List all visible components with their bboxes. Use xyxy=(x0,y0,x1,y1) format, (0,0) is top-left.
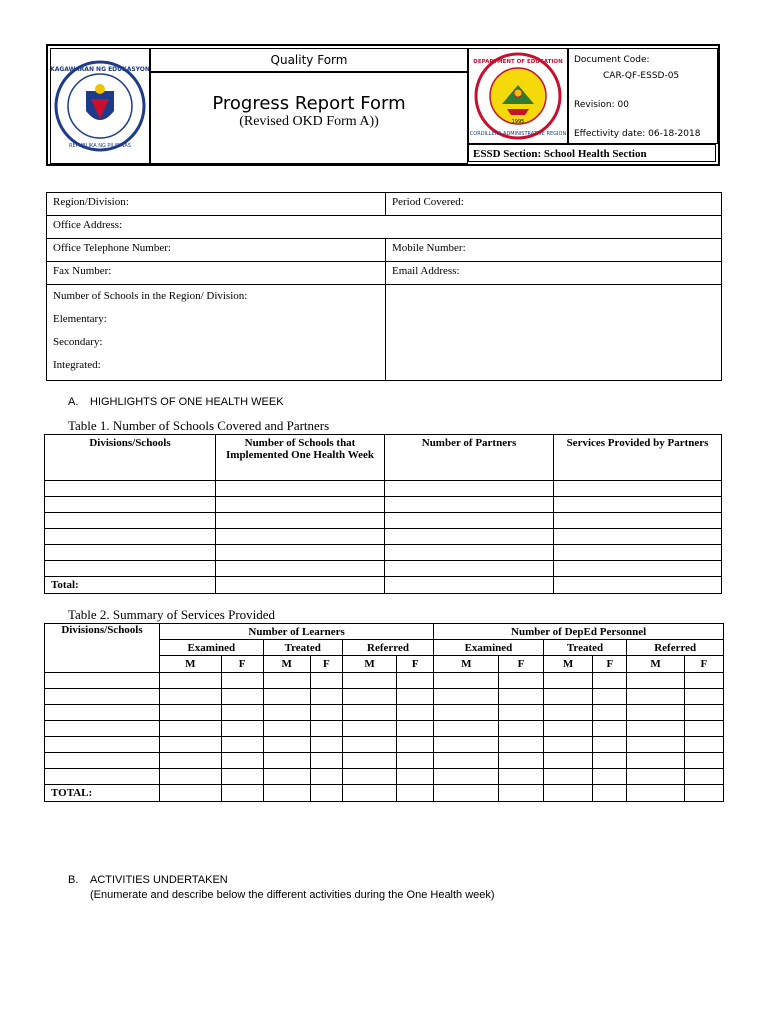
table2-personnel-referred: Referred xyxy=(627,640,724,656)
info-table xyxy=(46,192,722,381)
table2-learners-examined: Examined xyxy=(160,640,264,656)
elementary-label: Elementary: xyxy=(53,313,107,325)
table2-f-header: F xyxy=(593,656,627,673)
table-row xyxy=(45,481,722,497)
office-telephone-field: Office Telephone Number: xyxy=(47,239,386,262)
form-title: Progress Report Form xyxy=(212,93,406,114)
region-seal-cell xyxy=(468,48,568,144)
table2-learners-treated: Treated xyxy=(263,640,342,656)
table2-caption: Table 2. Summary of Services Provided xyxy=(68,607,276,622)
table1-schools-partners xyxy=(44,434,722,594)
table2-m-header: M xyxy=(543,656,593,673)
table-row xyxy=(45,705,724,721)
number-of-schools-cell xyxy=(47,285,386,381)
svg-text:CORDILLERA ADMINISTRATIVE REGI: CORDILLERA ADMINISTRATIVE REGION xyxy=(469,131,567,137)
table1-header-divisions: Divisions/Schools xyxy=(45,435,216,481)
doc-code-value: CAR-QF-ESSD-05 xyxy=(603,71,680,81)
table2-header-personnel: Number of DepEd Personnel xyxy=(434,624,724,640)
fax-number-field: Fax Number: xyxy=(47,262,386,285)
table2-services-summary xyxy=(44,623,724,802)
form-title-cell xyxy=(150,72,468,164)
table2-f-header: F xyxy=(397,656,434,673)
table2-f-header: F xyxy=(310,656,342,673)
table-row xyxy=(45,513,722,529)
table2-m-header: M xyxy=(160,656,222,673)
email-address-field: Email Address: xyxy=(386,262,722,285)
table2-f-header: F xyxy=(221,656,263,673)
quality-form-label: Quality Form xyxy=(150,48,468,72)
table1-total-label: Total: xyxy=(45,577,216,594)
essd-section: ESSD Section: School Health Section xyxy=(468,144,716,162)
section-a-heading: HIGHLIGHTS OF ONE HEALTH WEEK xyxy=(90,396,284,408)
document-header xyxy=(46,44,720,166)
table2-f-header: F xyxy=(684,656,723,673)
doc-code-label: Document Code: xyxy=(574,55,650,65)
table2-m-header: M xyxy=(627,656,684,673)
secondary-label: Secondary: xyxy=(53,336,103,348)
table-row xyxy=(45,529,722,545)
integrated-label: Integrated: xyxy=(53,359,101,371)
mobile-number-field: Mobile Number: xyxy=(386,239,722,262)
table-row xyxy=(45,689,724,705)
number-of-schools-label: Number of Schools in the Region/ Division: xyxy=(53,290,248,302)
table1-caption: Table 1. Number of Schools Covered and Partners xyxy=(68,418,330,433)
form-subtitle: (Revised OKD Form A)) xyxy=(239,114,379,129)
revision: Revision: 00 xyxy=(574,100,629,110)
section-b-heading: ACTIVITIES UNDERTAKEN xyxy=(90,874,228,886)
table1-header-schools: Number of Schools that Implemented One Health Week xyxy=(216,435,385,481)
table2-learners-referred: Referred xyxy=(342,640,433,656)
table-row xyxy=(45,497,722,513)
table1-total-row xyxy=(45,577,722,594)
section-b-note: (Enumerate and describe below the different activities during the One Health week) xyxy=(90,889,495,901)
effectivity-date: Effectivity date: 06-18-2018 xyxy=(574,129,701,139)
table-row xyxy=(45,545,722,561)
svg-text:1995: 1995 xyxy=(511,119,525,125)
table2-personnel-examined: Examined xyxy=(434,640,543,656)
table-row xyxy=(45,769,724,785)
table-row xyxy=(45,753,724,769)
table2-personnel-treated: Treated xyxy=(543,640,627,656)
table2-header-learners: Number of Learners xyxy=(160,624,434,640)
table2-total-row xyxy=(45,785,724,802)
section-b-marker: B. xyxy=(68,874,79,886)
table-row xyxy=(45,673,724,689)
table2-header-divisions: Divisions/Schools xyxy=(45,624,160,673)
table-row xyxy=(45,737,724,753)
table2-m-header: M xyxy=(263,656,310,673)
table2-m-header: M xyxy=(434,656,499,673)
table-row xyxy=(45,561,722,577)
svg-text:DEPARTMENT OF EDUCATION: DEPARTMENT OF EDUCATION xyxy=(473,59,563,65)
number-of-schools-value-cell xyxy=(386,285,722,381)
period-covered-field: Period Covered: xyxy=(386,193,722,216)
car-seal-logo xyxy=(469,49,567,143)
svg-text:KAGAWARAN NG EDUKASYON: KAGAWARAN NG EDUKASYON xyxy=(51,66,149,73)
office-address-field: Office Address: xyxy=(47,216,722,239)
table1-header-partners: Number of Partners xyxy=(385,435,554,481)
region-division-field: Region/Division: xyxy=(47,193,386,216)
table2-m-header: M xyxy=(342,656,396,673)
svg-text:REPUBLIKA NG PILIPINAS: REPUBLIKA NG PILIPINAS xyxy=(69,143,131,149)
table1-header-services: Services Provided by Partners xyxy=(554,435,722,481)
table2-total-label: TOTAL: xyxy=(45,785,160,802)
section-a-marker: A. xyxy=(68,396,79,408)
deped-seal-logo xyxy=(51,49,149,163)
table-row xyxy=(45,721,724,737)
deped-logo-cell xyxy=(50,48,150,164)
table2-f-header: F xyxy=(499,656,543,673)
document-info-cell xyxy=(568,48,718,144)
